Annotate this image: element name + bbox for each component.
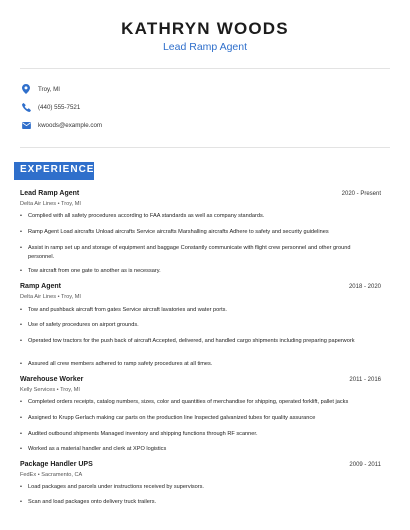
header-divider [20,68,390,69]
job-title: Lead Ramp Agent [20,190,80,197]
experience-heading: EXPERIENCE [20,164,95,175]
job-bullet: • Tow aircraft from one gate to another as is necessary. [20,268,161,274]
envelope-icon [20,119,32,131]
contact-phone [20,100,80,114]
job-dates: 2018 - 2020 [348,284,381,290]
candidate-name: KATHRYN WOODS [121,19,289,38]
job-company: Delta Air Lines • Troy, MI [20,294,81,300]
phone-icon [20,101,32,113]
job-headline: Lead Ramp Agent [162,41,248,53]
job-bullet: • Audited outbound shipments Managed inventory and shipping functions through RF scanner. [20,431,258,437]
contact-email [20,118,102,132]
contact-divider [20,147,390,148]
job-bullet: • Operated tow tractors for the push back of aircraft Accepted, delivered, and handled cargo shipments including preparing paperwork [20,338,355,344]
contact-location [20,82,60,96]
job-bullet: • Assist in ramp set up and storage of equipment and baggage Constantly communicate with flight crew personnel and other ground personnel. [20,245,351,260]
job-bullet: • Complied with all safety procedures according to FAA standards as well as company standards. [20,213,265,219]
email-text: kwoods@example.com [38,121,103,129]
job-bullet: • Ramp Agent Load aircrafts Unload aircrafts Service aircrafts Marshalling aircrafts Adhere to safety and security guidelines [20,229,329,235]
job-bullet: • Worked as a material handler and clerk at XPO logistics [20,446,167,452]
job-title: Package Handler UPS [20,461,93,468]
job-company: Kelly Services • Troy, MI [20,387,80,393]
job-dates: 2020 - Present [341,191,381,197]
job-dates: 2011 - 2016 [349,377,381,383]
phone-text: (440) 555-7521 [38,103,81,111]
job-bullet: • Scan and load packages onto delivery truck trailers. [20,499,157,505]
job-title: Warehouse Worker [20,376,84,383]
job-bullet: • Use of safety procedures on airport grounds. [20,322,139,328]
job-bullet: • Completed orders receipts, catalog numbers, sizes, color and quantities of merchandise for shipping, operated forklift, pallet jacks [20,399,349,405]
job-bullet: • Load packages and parcels under instructions received by supervisors. [20,484,204,490]
job-bullet: • Assigned to Krupp Gerlach making car parts on the production line Inspected galvanized tubes for quality assurance [20,415,316,421]
location-pin-icon [20,83,32,95]
location-text: Troy, MI [38,85,60,93]
job-bullet: • Assured all crew members adhered to ramp safety procedures at all times. [20,361,213,367]
job-company: Delta Air Lines • Troy, MI [20,201,81,207]
job-bullet: • Tow and pushback aircraft from gates Service aircraft lavatories and water ports. [20,307,227,313]
job-dates: 2009 - 2011 [349,462,381,468]
job-company: FedEx • Sacramento, CA [20,472,83,478]
job-title: Ramp Agent [20,283,61,290]
